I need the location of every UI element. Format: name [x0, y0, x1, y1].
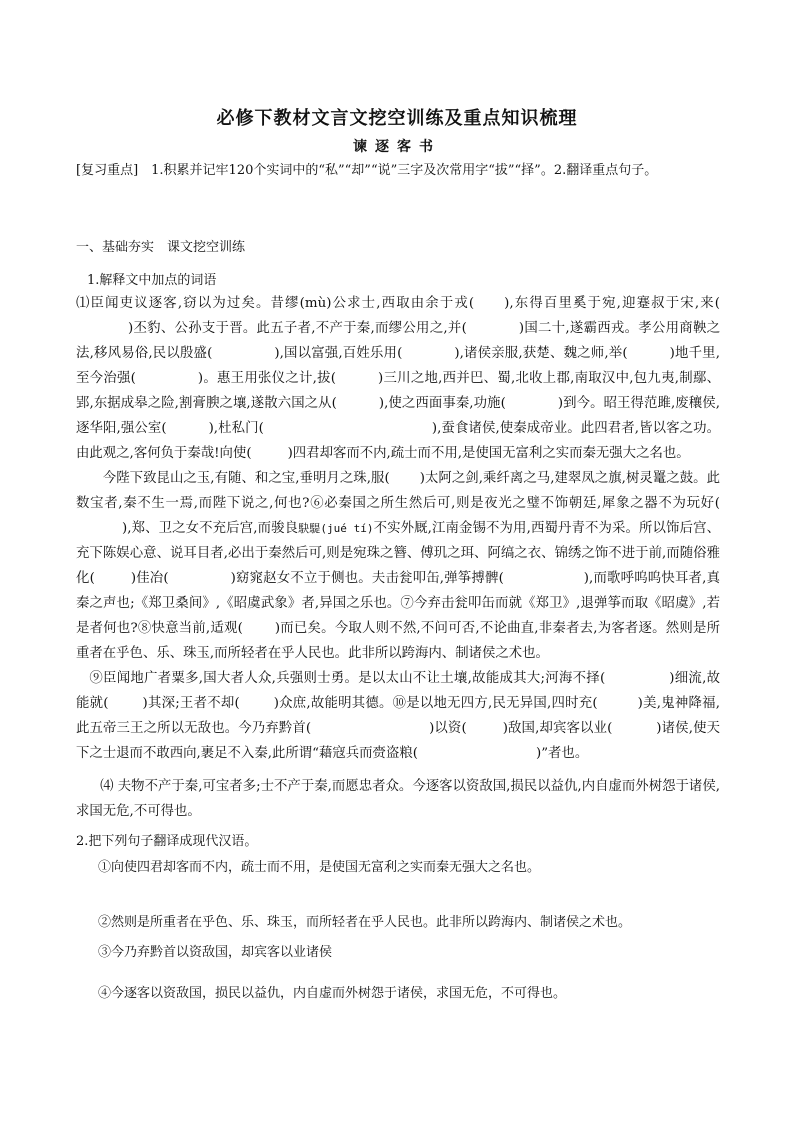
paragraph-4: ⑷ 夫物不产于秦,可宝者多;士不产于秦,而愿忠者众。今逐客以资敌国,损民以益仇,内自虚而外树怨于诸侯,求国无危,不可得也。 — [76, 779, 720, 819]
question-1: 1.解释文中加点的词语 — [87, 273, 217, 288]
translation-sentence-3: ③今乃弃黔首以资敌国，却宾客以业诸侯 — [98, 945, 333, 960]
review-focus: [复习重点] 1.积累并记牢120个实词中的“私”“却”“说”三字及次常用字“拔”“择”。2.翻译重点句子。 — [76, 163, 658, 178]
section-heading: 一、基础夯实 课文挖空训练 — [76, 240, 246, 255]
passage — [76, 291, 720, 766]
pronunciation-gloss: 駃騠(jué tí) — [298, 522, 374, 535]
translation-sentence-1: ①向使四君却客而不内，疏士而不用，是使国无富利之实而秦无强大之名也。 — [98, 860, 541, 875]
paragraph-3: ⑨臣闻地广者粟多,国大者人众,兵强则士勇。是以太山不让土壤,故能成其大;河海不择( )细流,故能就( )其深;王者不却( )众庶,故能明其德。⑩是以地无四方,民无异国,四时充( )美,鬼神降福,此五帝三王之所以无敌也。今乃弃黔首( )以资( )敌国,却宾客以业( )诸侯,使天下之士退而不敢西向,裹足不入秦,此所谓“藉寇兵而赍盗粮( )”者也。 — [76, 671, 720, 761]
question-2: 2.把下列句子翻译成现代汉语。 — [76, 834, 258, 849]
document-subtitle: 谏逐客书 — [353, 139, 441, 155]
document-title: 必修下教材文言文挖空训练及重点知识梳理 — [216, 108, 578, 129]
paragraph-2: 今陛下致昆山之玉,有随、和之宝,垂明月之珠,服( )太阿之剑,乘纤离之马,建翠凤之旗,树灵鼍之鼓。此数宝者,秦不生一焉,而陛下说之,何也?⑥必秦国之所生然后可,则是夜光之璧不饰朝廷,犀象之器不为玩好(),郑、卫之女不充后宫,而骏良駃騠(jué tí)不实外厩,江南金锡不为用,西蜀丹青不为采。所以饰后宫、充下陈娱心意、说耳目者,必出于秦然后可,则是宛珠之簪、傅玑之珥、阿缟之衣、锦绣之饰不进于前,而随俗雅化( )佳冶( )窈窕赵女不立于侧也。夫击瓮叩缶,弹筝搏髀( ),而歌呼呜呜快耳者,真秦之声也;《郑卫桑间》,《昭虞武象》者,异国之乐也。⑦今弃击瓮叩缶而就《郑卫》,退弹筝而取《昭虞》,若是者何也?⑧快意当前,适观( )而已矣。今取人则不然,不问可否,不论曲直,非秦者去,为客者逐。然则是所重者在乎色、乐、珠玉,而所轻者在乎人民也。此非所以跨海内、制诸侯之术也。 — [76, 471, 721, 661]
paragraph-1: ⑴臣闻吏议逐客,窃以为过矣。昔缪(mù)公求士,西取由余于戎( ),东得百里奚于宛,迎蹇叔于宋,来()丕豹、公孙支于晋。此五子者,不产于秦,而缪公用之,并( )国二十,遂霸西戎。孝公用商鞅之法,移风易俗,民以殷盛( ),国以富强,百姓乐用( ),诸侯亲服,获楚、魏之师,举( )地千里,至今治强( )。惠王用张仪之计,拔( )三川之地,西并巴、蜀,北收上郡,南取汉中,包九夷,制鄢、郢,东据成皋之险,割膏腴之壤,遂散六国之从( ),使之西面事秦,功施( )到今。昭王得范雎,废穰侯,逐华阳,强公室( ),杜私门( ),蚕食诸侯,使秦成帝业。此四君者,皆以客之功。由此观之,客何负于秦哉!向使( )四君却客而不内,疏士而不用,是使国无富利之实而秦无强大之名也。 — [76, 296, 721, 461]
translation-sentence-2: ②然则是所重者在乎色、乐、珠玉，而所轻者在乎人民也。此非所以跨海内、制诸侯之术也。 — [98, 915, 632, 930]
translation-sentence-4: ④今逐客以资敌国，损民以益仇，内自虚而外树怨于诸侯，求国无危，不可得也。 — [98, 986, 567, 1001]
